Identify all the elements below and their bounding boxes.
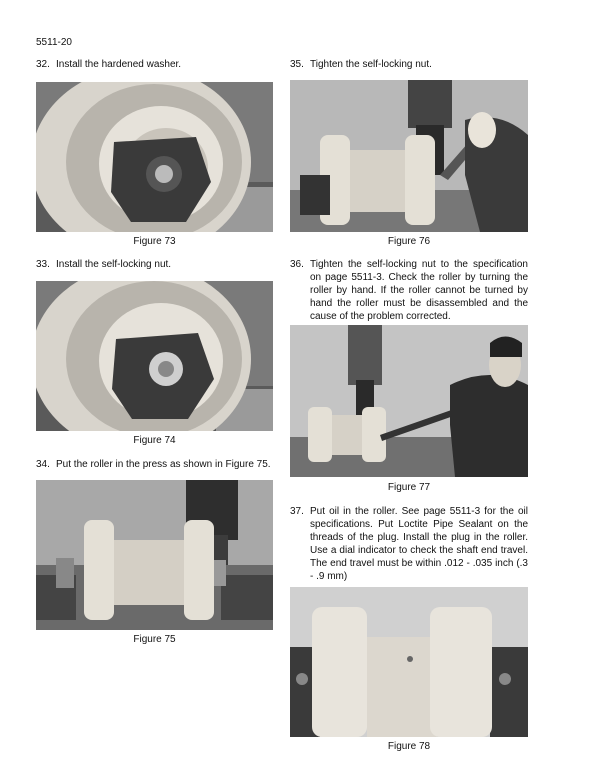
step-34	[36, 458, 276, 471]
figure-78-caption: Figure 78	[387, 741, 431, 752]
roller-in-press-photo-icon	[36, 480, 273, 630]
step-number: 32.	[36, 59, 50, 70]
torque-wrench-photo-icon	[290, 325, 528, 477]
roller-with-nut-photo-icon	[36, 281, 273, 431]
roller-with-washer-photo-icon	[36, 82, 273, 232]
figure-77-caption: Figure 77	[387, 482, 431, 493]
figure-75-photo	[36, 480, 273, 630]
figure-76-photo	[290, 80, 528, 232]
page-number: 5511-20	[36, 37, 72, 48]
step-32	[36, 58, 276, 71]
step-36	[290, 258, 528, 323]
step-number: 37.	[290, 506, 304, 517]
figure-77-photo	[290, 325, 528, 477]
step-text: Tighten the self-locking nut.	[310, 59, 432, 70]
step-text: Put oil in the roller. See page 5511-3 for the oil specifications. Put Loctite Pipe Sealant on the threads of the plug. Install the plug in the roller. Use a dial indicator to check the shaft end travel. The end travel must be within .012 - .035 inch (.3 - .9 mm)	[310, 506, 528, 582]
figure-75-caption: Figure 75	[133, 634, 176, 645]
tightening-nut-photo-icon	[290, 80, 528, 232]
figure-74-caption: Figure 74	[133, 435, 176, 446]
step-33	[36, 258, 276, 271]
step-number: 34.	[36, 459, 50, 470]
step-35	[290, 58, 528, 71]
figure-73-caption: Figure 73	[133, 236, 176, 247]
figure-78-photo	[290, 587, 528, 737]
step-number: 36.	[290, 259, 304, 270]
step-text: Put the roller in the press as shown in Figure 75.	[56, 459, 271, 470]
step-text: Tighten the self-locking nut to the specification on page 5511-3. Check the roller by turning the roller by hand. If the roller cannot be turned by hand the roller must be disassembled and the cause of the problem corrected.	[310, 259, 528, 322]
step-number: 35.	[290, 59, 304, 70]
step-number: 33.	[36, 259, 50, 270]
step-37	[290, 505, 528, 583]
figure-74-photo	[36, 281, 273, 431]
step-text: Install the self-locking nut.	[56, 259, 172, 270]
step-text: Install the hardened washer.	[56, 59, 182, 70]
figure-73-photo	[36, 82, 273, 232]
figure-76-caption: Figure 76	[387, 236, 431, 247]
roller-assembly-photo-icon	[290, 587, 528, 737]
